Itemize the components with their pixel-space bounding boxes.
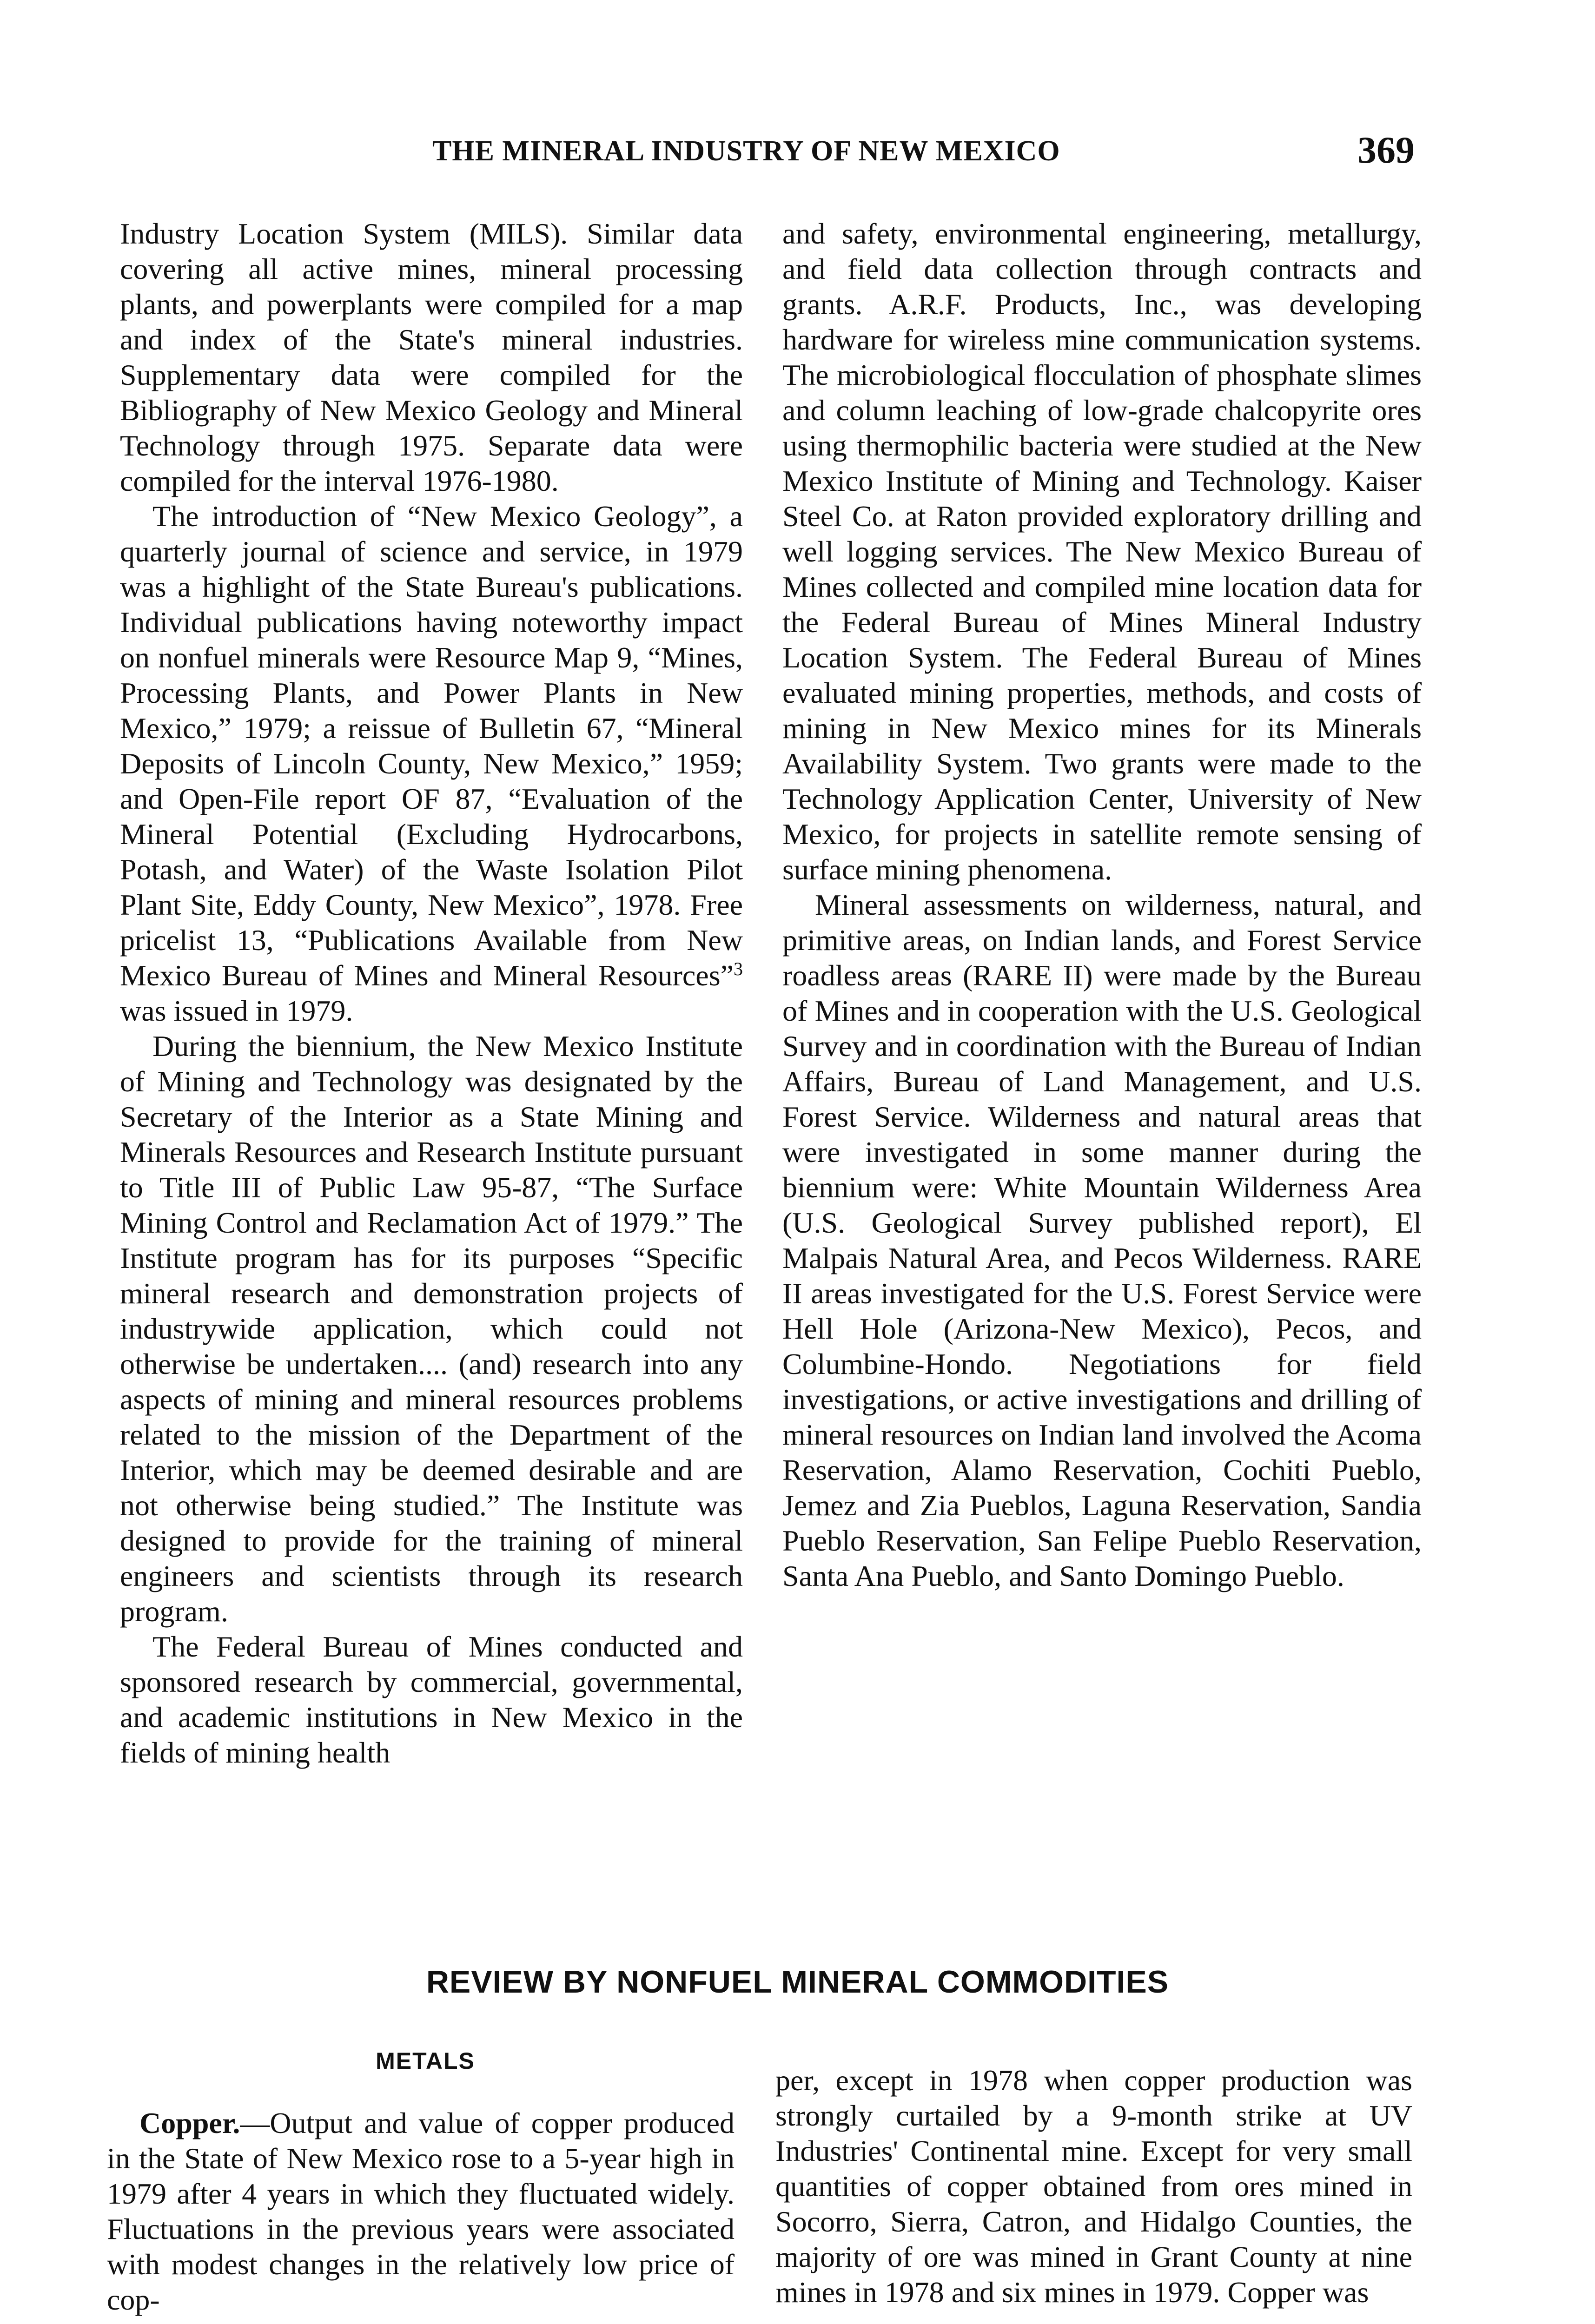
paragraph xyxy=(107,2106,735,2317)
paragraph: and safety, environmental engineering, metallurgy, and field data collection through contracts and grants. A.R.F. Products, Inc., was developing hardware for wireless mine communication systems. The microbiological flocculation of phosphate slimes and column leaching of low-grade chalcopyrite ores using thermophilic bacteria were studied at the New Mexico Institute of Mining and Technology. Kaiser Steel Co. at Raton provided exploratory drilling and well logging services. The New Mexico Bureau of Mines collected and compiled mine location data for the Federal Bureau of Mines Mineral Industry Location System. The Federal Bureau of Mines evaluated mining properties, methods, and costs of mining in New Mexico mines for its Minerals Availability System. Two grants were made to the Technology Application Center, University of New Mexico, for projects in satellite remote sensing of surface mining phenomena. xyxy=(782,217,1422,886)
section-heading: REVIEW BY NONFUEL MINERAL COMMODITIES xyxy=(426,1964,1169,2000)
left-column-top xyxy=(120,216,743,1770)
footnote-reference: 3 xyxy=(734,958,743,979)
paragraph: During the biennium, the New Mexico Institute of Mining and Technology was designated by the Secretary of the Interior as a State Mining and Minerals Resources and Research Institute pursuant to Title III of Public Law 95-87, “The Surface Mining Control and Reclamation Act of 1979.” The Institute program has for its purposes “Specific mineral research and demonstration projects of industrywide application, which could not otherwise be undertaken.... (and) research into any aspects of mining and mineral resources problems related to the mission of the Department of the Interior, which may be deemed desirable and are not otherwise being studied.” The Institute was designed to provide for the training of mineral engineers and scientists through its research program. xyxy=(120,1030,743,1628)
paragraph: The Federal Bureau of Mines conducted and sponsored research by commercial, governmental, and academic institutions in New Mexico in the fields of mining health xyxy=(120,1630,743,1769)
paragraph: per, except in 1978 when copper production was strongly curtailed by a 9-month strike at UV Industries' Continental mine. Except for very small quantities of copper obtained from ores mined in Socorro, Sierra, Catron, and Hidalgo Counties, the majority of ore was mined in Grant County at nine mines in 1978 and six mines in 1979. Copper was xyxy=(775,2064,1412,2309)
right-column-bottom xyxy=(775,2063,1412,2310)
paragraph-text: was issued in 1979. xyxy=(120,994,353,1027)
sub-heading: METALS xyxy=(376,2048,475,2074)
page-number: 369 xyxy=(1357,129,1415,171)
paragraph: Mineral assessments on wilderness, natural, and primitive areas, on Indian lands, and Forest Service roadless areas (RARE II) were made by the Bureau of Mines and in cooperation with the U.S. Geological Survey and in coordination with the Bureau of Indian Affairs, Bureau of Land Management, and U.S. Forest Service. Wilderness and natural areas that were investigated in some manner during the biennium were: White Mountain Wilderness Area (U.S. Geological Survey published report), El Malpais Natural Area, and Pecos Wilderness. RARE II areas investigated for the U.S. Forest Service were Hell Hole (Arizona-New Mexico), Pecos, and Columbine-Hondo. Negotiations for field investigations, or active investigations and drilling of mineral resources on Indian land involved the Acoma Reservation, Alamo Reservation, Cochiti Pueblo, Jemez and Zia Pueblos, Laguna Reservation, Sandia Pueblo Reservation, San Felipe Pueblo Reservation, Santa Ana Pueblo, and Santo Domingo Pueblo. xyxy=(782,888,1422,1592)
right-column-top xyxy=(782,216,1422,1594)
paragraph xyxy=(120,499,743,1029)
paragraph: Industry Location System (MILS). Similar data covering all active mines, mineral processing plants, and powerplants were compiled for a map and index of the State's mineral industries. Supplementary data were compiled for the Bibliography of New Mexico Geology and Mineral Technology through 1975. Separate data were compiled for the interval 1976-1980. xyxy=(120,217,743,497)
paragraph-text: Output and value of copper produced in the State of New Mexico rose to a 5-year high in 1979 after 4 years in which they fluctuated widely. Fluctuations in the previous years were associated with modest changes in the relatively low price of cop- xyxy=(107,2106,735,2316)
em-dash: — xyxy=(240,2106,270,2139)
running-head xyxy=(0,129,1595,177)
running-title: THE MINERAL INDUSTRY OF NEW MEXICO xyxy=(432,135,1060,167)
run-in-heading: Copper. xyxy=(139,2106,240,2139)
paragraph-text: The introduction of “New Mexico Geology”, a quarterly journal of science and service, in 1979 was a highlight of the State Bureau's publications. Individual publications having noteworthy impact on nonfuel minerals were Resource Map 9, “Mines, Processing Plants, and Power Plants in New Mexico,” 1979; a reissue of Bulletin 67, “Mineral Deposits of Lincoln County, New Mexico,” 1959; and Open-File report OF 87, “Evaluation of the Mineral Potential (Excluding Hydrocarbons, Potash, and Water) of the Waste Isolation Pilot Plant Site, Eddy County, New Mexico”, 1978. Free pricelist 13, “Publications Available from New Mexico Bureau of Mines and Mineral Resources” xyxy=(120,500,743,992)
left-column-bottom xyxy=(107,2106,735,2317)
